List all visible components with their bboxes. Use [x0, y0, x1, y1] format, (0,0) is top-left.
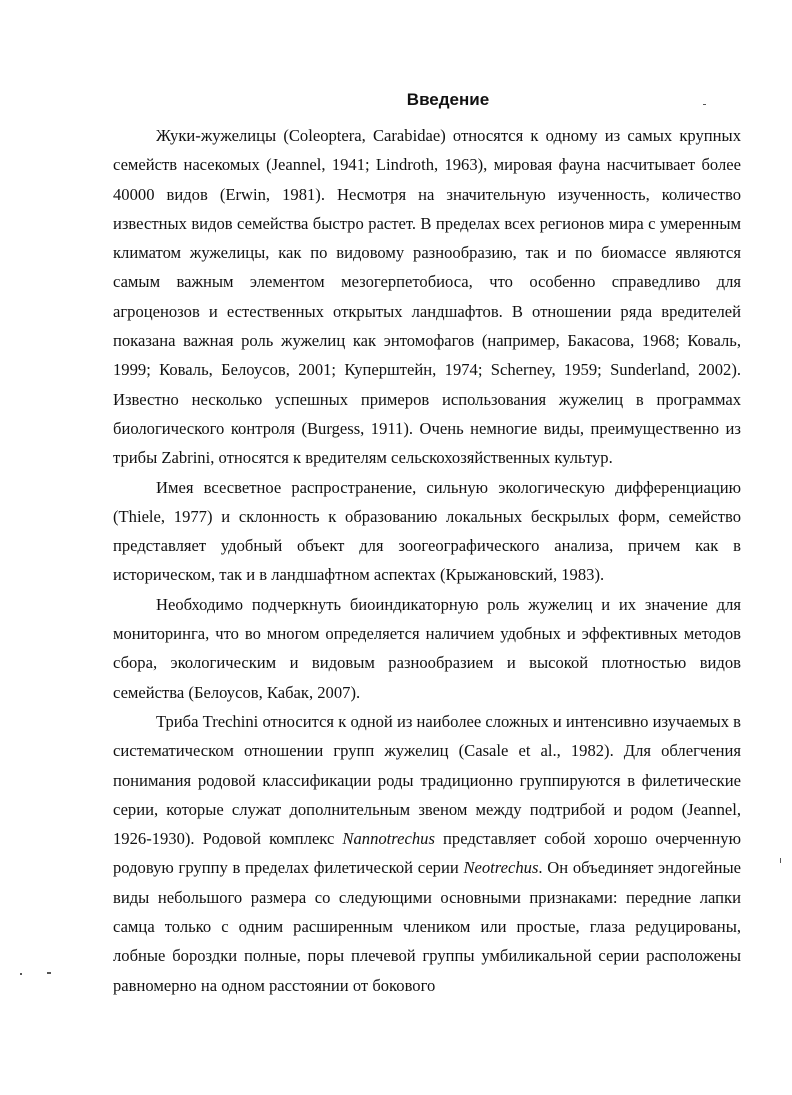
series-name-italic: Neotrechus	[463, 858, 539, 878]
body-text	[113, 121, 741, 1000]
paragraph-text: Триба Trechini относится к одной из наиболее сложных и интенсивно изучаемых в систематическом отношении групп жужелиц (Casale et al., 1982). Для облегчения понимания родовой классификации роды традиционно группируются в филетические серии, которые служат дополнительным звеном между подтрибой и родом (Jeannel, 1926-1930). Родовой комплекс	[113, 711, 741, 849]
scan-speck	[703, 104, 706, 105]
scan-speck	[20, 973, 22, 975]
paragraph-text: представляет собой хорошо очерченную родовую группу в пределах филетической серии	[113, 829, 741, 878]
paragraph-1	[113, 121, 741, 473]
paragraph-4	[113, 707, 741, 1000]
paragraph-text: Имея всесветное распространение, сильную экологическую дифференциацию (Thiele, 1977) и склонность к образованию локальных бескрылых форм, семейство представляет удобный объект для зоогеографического анализа, причем как в историческом, так и в ландшафтном аспектах (Крыжановский, 1983).	[113, 477, 741, 585]
scan-speck	[780, 858, 781, 863]
genus-name-italic: Nannotrechus	[342, 829, 435, 849]
paragraph-2	[113, 473, 741, 590]
paragraph-text: . Он объединяет эндогейные виды небольшого размера со следующими основными признаками: передние лапки самца только с одним расширенным члеником или простые, глаза редуцированы, лобные бороздки полные, поры плечевой группы умбиликальной серии расположены равномерно на одном расстоянии от бокового	[113, 858, 742, 995]
paragraph-3	[113, 590, 741, 707]
page-title: Введение	[406, 90, 490, 109]
paragraph-text: Жуки-жужелицы (Coleoptera, Carabidae) относятся к одному из самых крупных семейств насекомых (Jeannel, 1941; Lindroth, 1963), мировая фауна насчитывает более 40000 видов (Erwin, 1981). Несмотря на значительную изученность, количество известных видов семейства быстро растет. В пределах всех регионов мира с умеренным климатом жужелицы, как по видовому разнообразию, так и по биомассе являются самым важным элементом мезогерпетобиоса, что особенно справедливо для агроценозов и естественных открытых ландшафтов. В отношении ряда вредителей показана важная роль жужелиц как энтомофагов (например, Бакасова, 1968; Коваль, 1999; Коваль, Белоусов, 2001; Куперштейн, 1974; Scherney, 1959; Sunderland, 2002). Известно несколько успешных примеров использования жужелиц в программах биологического контроля (Burgess, 1911). Очень немногие виды, преимущественно из трибы Zabrini, относятся к вредителям сельскохозяйственных культур.	[113, 126, 741, 468]
paragraph-text: Необходимо подчеркнуть биоиндикаторную роль жужелиц и их значение для мониторинга, что во многом определяется наличием удобных и эффективных методов сбора, экологическим и видовым разнообразием и высокой плотностью видов семейства (Белоусов, Кабак, 2007).	[113, 594, 741, 702]
scan-speck	[47, 972, 51, 974]
